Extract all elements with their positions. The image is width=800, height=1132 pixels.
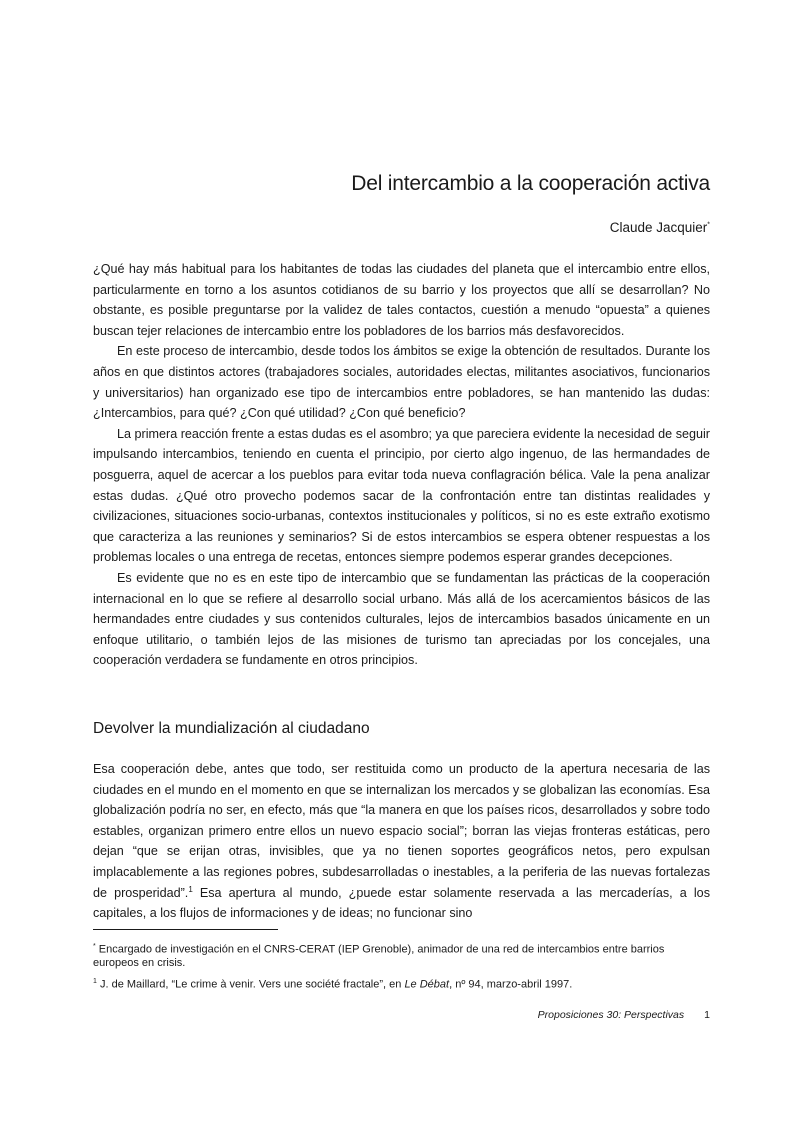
footnote-1-mark: 1 bbox=[93, 977, 97, 985]
footnotes bbox=[93, 940, 710, 996]
author-name: Claude Jacquier bbox=[609, 220, 708, 235]
footnote-1 bbox=[93, 975, 710, 992]
section-paragraph-1 bbox=[93, 759, 710, 924]
document-page bbox=[93, 0, 710, 1132]
footnote-1-text-before: J. de Maillard, “Le crime à venir. Vers une société fractale”, en bbox=[96, 978, 405, 991]
author-line bbox=[610, 220, 710, 235]
section-text bbox=[93, 759, 710, 924]
footer-journal: Proposiciones 30: Perspectivas bbox=[537, 1009, 685, 1021]
footnote-author-mark: * bbox=[93, 943, 96, 950]
section-paragraph-1-part1: Esa cooperación debe, antes que todo, ser restituida como un producto de la apertura necesaria de las ciudades en el mundo en el momento en que se internalizan los mercados y se globalizan las economías. Esa globalización podría no ser, en efecto, más que “la manera en que los países ricos, desarrollados y sobre todo estables, organizan primero entre ellos un nuevo espacio social”; borran las viejas fronteras estáticas, pero dejan “que se erijan otras, invisibles, que ya no tienen soportes geográficos netos, pero expulsan implacablemente a las regiones pobres, subdesarrolladas o inestables, a la periferia de las nuevas fortalezas de prosperidad”. bbox=[93, 762, 710, 900]
intro-paragraph-2: En este proceso de intercambio, desde todos los ámbitos se exige la obtención de resultados. Durante los años en que distintos actores (trabajadores sociales, autoridades electas, militantes asociativos, funcionarios y universitarios) han organizado ese tipo de intercambios entre pobladores, se han mantenido las dudas: ¿Intercambios, para qué? ¿Con qué utilidad? ¿Con qué beneficio? bbox=[93, 344, 710, 421]
running-footer bbox=[538, 1009, 710, 1021]
footnote-divider bbox=[93, 929, 278, 930]
footnote-1-journal: Le Débat bbox=[404, 978, 450, 991]
section-paragraph-1-part2: Esa apertura al mundo, ¿puede estar solamente reservada a las mercaderías, a los capitales, a los flujos de informaciones y de ideas; no funcionar sino bbox=[93, 885, 710, 921]
section-heading: Devolver la mundialización al ciudadano bbox=[93, 720, 370, 737]
page-number: 1 bbox=[704, 1009, 710, 1021]
article-title: Del intercambio a la cooperación activa bbox=[351, 172, 710, 195]
footnote-ref-1: 1 bbox=[188, 884, 193, 894]
intro-paragraph-1: ¿Qué hay más habitual para los habitantes de todas las ciudades del planeta que el intercambio entre ellos, particularmente en torno a los asuntos cotidianos de su barrio y los proyectos que allí se desarrollan? No obstante, es posible preguntarse por la validez de tales contactos, cuestión a menudo “opuesta” a quienes buscan tejer relaciones de intercambio entre los pobladores de los barrios más desfavorecidos. bbox=[93, 262, 710, 338]
footnote-author-text: Encargado de investigación en el CNRS-CERAT (IEP Grenoble), animador de una red de intercambios entre barrios europeos en crisis. bbox=[93, 943, 665, 970]
author-footnote-mark: * bbox=[707, 221, 710, 229]
intro-paragraph-4: Es evidente que no es en este tipo de intercambio que se fundamentan las prácticas de la cooperación internacional en lo que se refiere al desarrollo social urbano. Más allá de los acercamientos básicos de las hermandades entre ciudades y sus contenidos culturales, lejos de intercambios basados únicamente en un enfoque utilitario, o también lejos de las misiones de turismo tan apreciadas por los concejales, una cooperación verdadera se fundamente en otros principios. bbox=[93, 570, 710, 668]
intro-text bbox=[93, 259, 710, 671]
footnote-1-text-after: , nº 94, marzo-abril 1997. bbox=[449, 978, 573, 991]
intro-paragraph-3: La primera reacción frente a estas dudas es el asombro; ya que pareciera evidente la necesidad de seguir impulsando intercambios, teniendo en cuenta el principio, por cierto algo ingenuo, de las hermandades de posguerra, aquel de acercar a los pueblos para evitar toda nueva conflagración bélica. Vale la pena analizar estas dudas. ¿Qué otro provecho podemos sacar de la confrontación entre tan distintas realidades y civilizaciones, situaciones socio-urbanas, contextos institucionales y políticos, si no es este extraño exotismo que caracteriza a las reuniones y seminarios? Si de estos intercambios se espera obtener respuestas a los problemas locales o una entrega de recetas, entonces siempre podemos esperar grandes decepciones. bbox=[93, 426, 710, 565]
footnote-author bbox=[93, 940, 710, 971]
